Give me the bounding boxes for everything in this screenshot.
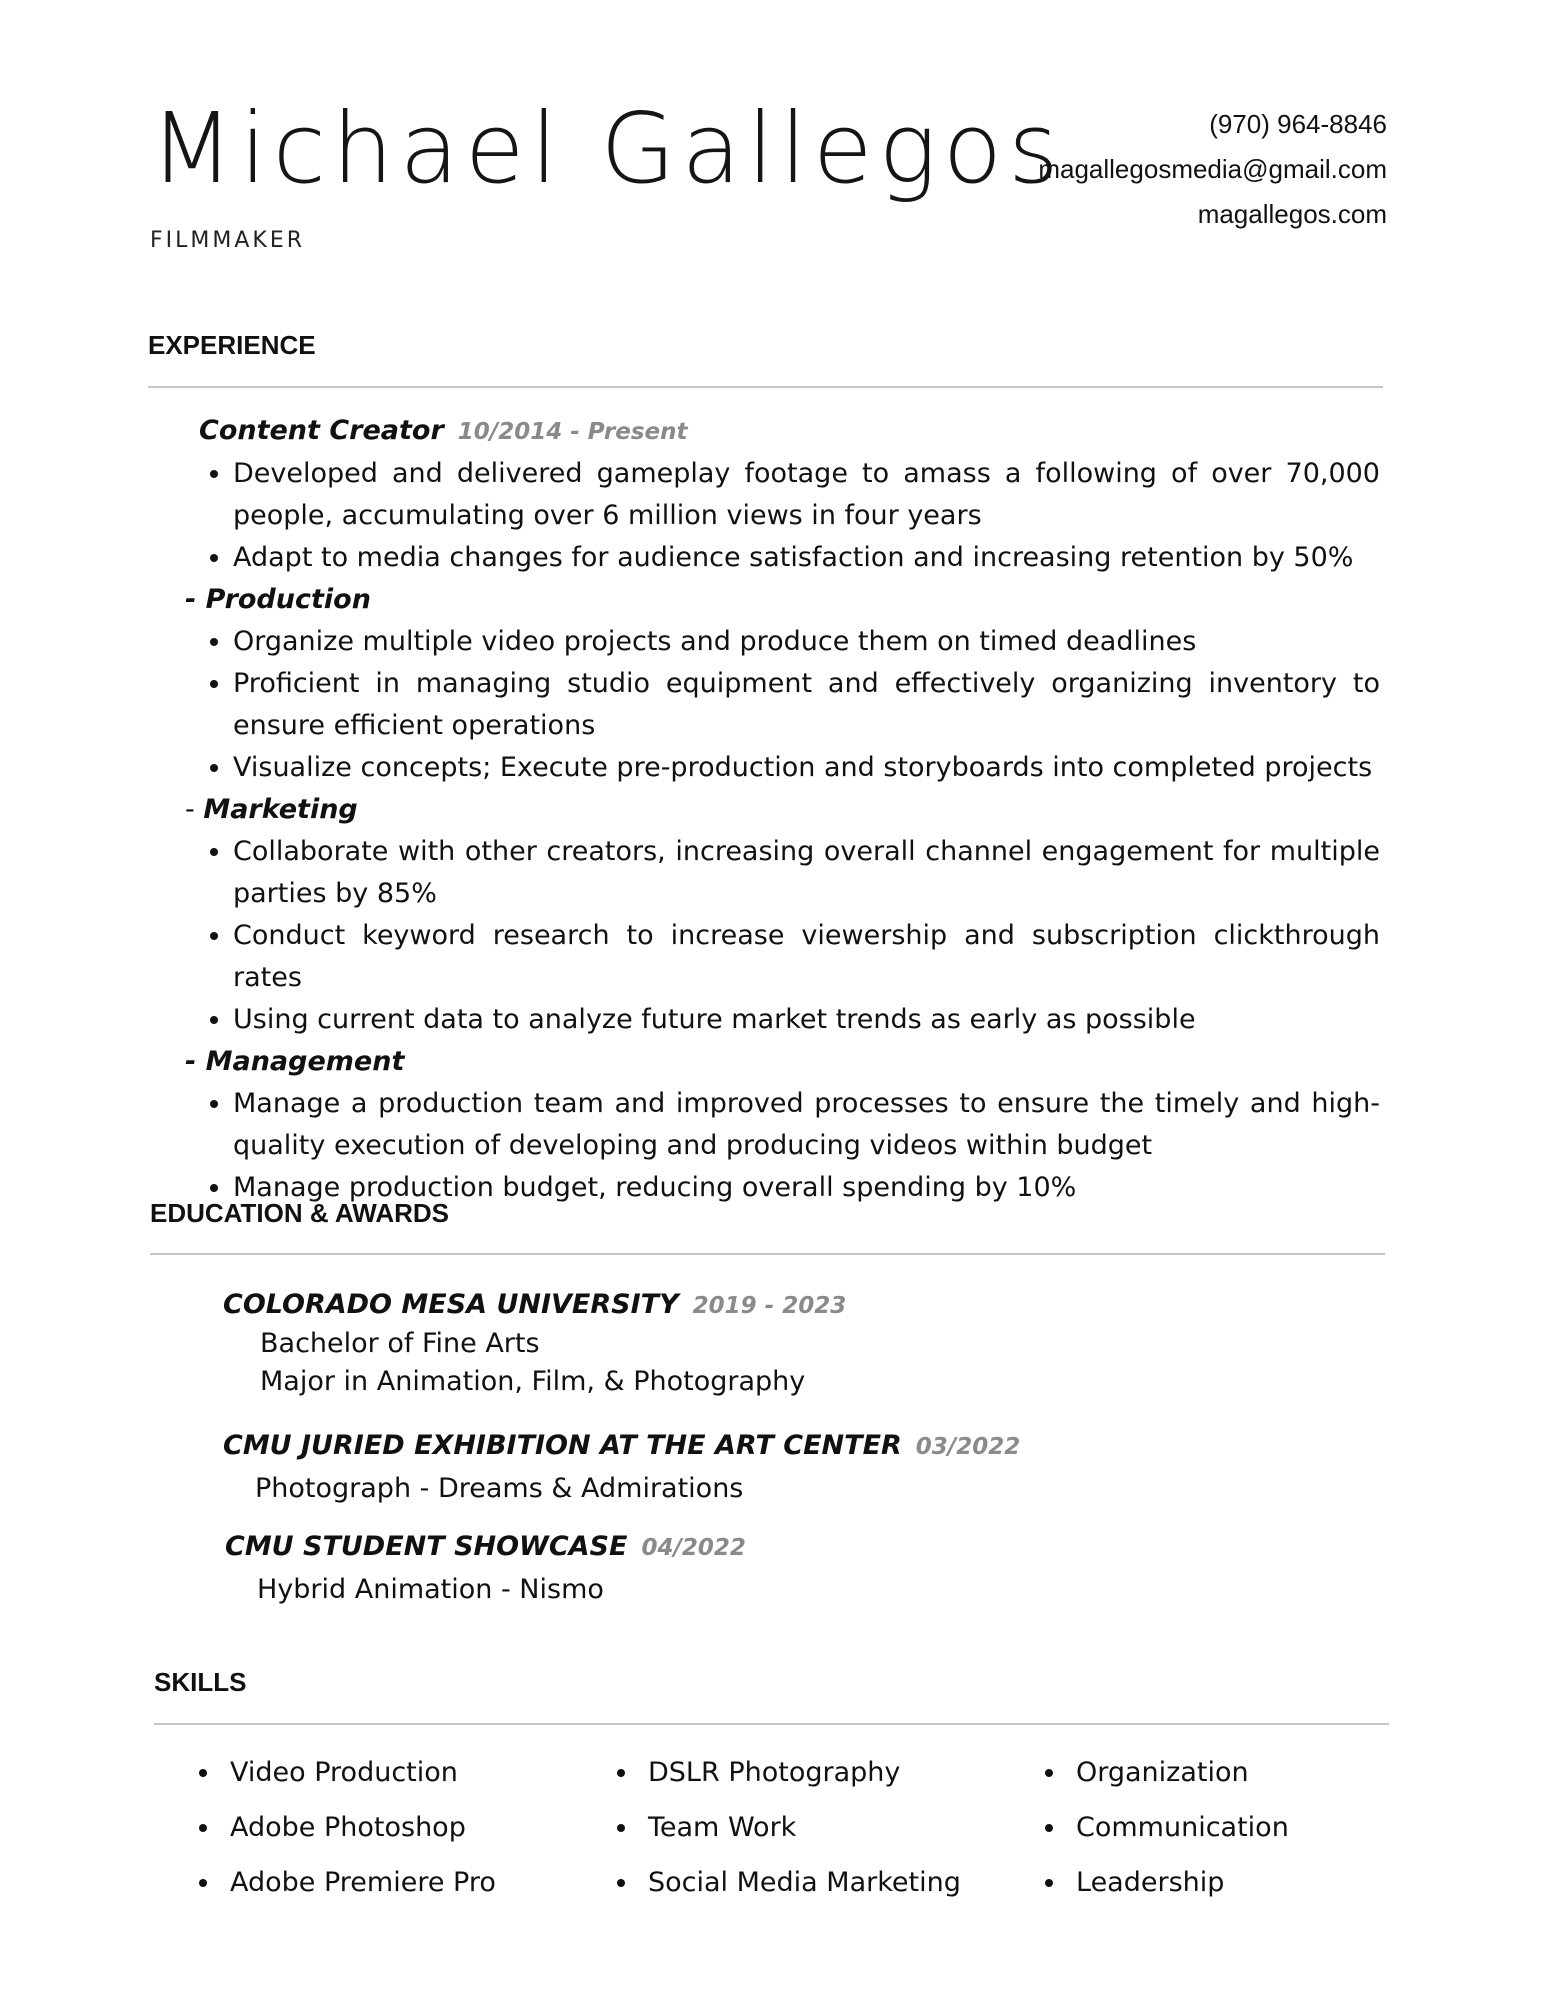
list-item: • Visualize concepts; Execute pre-production and storyboards into completed projects — [233, 747, 1380, 789]
management-subheading: - Management — [185, 1046, 405, 1077]
award-item — [225, 1528, 746, 1609]
marketing-dash: - — [185, 794, 204, 825]
website-url: magallegos.com — [1197, 199, 1387, 229]
education-name: COLORADO MESA UNIVERSITY — [223, 1289, 679, 1320]
education-item — [223, 1286, 846, 1401]
skill-item: • Organization — [1068, 1745, 1376, 1800]
award-name: CMU STUDENT SHOWCASE — [225, 1531, 628, 1562]
list-item: • Developed and delivered gameplay footage to amass a following of over 70,000 people, accumulating over 6 million views in four years — [233, 453, 1380, 537]
management-bullets — [185, 1083, 1380, 1209]
skill-item: • Team Work — [640, 1800, 1008, 1855]
award-detail: Hybrid Animation - Nismo — [257, 1574, 604, 1605]
list-item: • Manage production budget, reducing overall spending by 10% — [233, 1167, 1380, 1209]
award-date: 03/2022 — [915, 1434, 1021, 1460]
job-title: Content Creator — [199, 415, 444, 446]
skills-column-1 — [190, 1745, 570, 1910]
experience-section — [185, 410, 1380, 1209]
list-item: • Organize multiple video projects and produce them on timed deadlines — [233, 621, 1380, 663]
award-date: 04/2022 — [641, 1535, 746, 1561]
skills-divider — [154, 1723, 1389, 1725]
skill-item: • Leadership — [1068, 1855, 1376, 1910]
skill-item: • DSLR Photography — [640, 1745, 1008, 1800]
marketing-bullets — [185, 831, 1380, 1041]
experience-divider — [148, 386, 1383, 388]
email-address: magallegosmedia@gmail.com — [1038, 154, 1387, 184]
production-subheading: - Production — [185, 584, 371, 615]
experience-heading: EXPERIENCE — [148, 330, 316, 360]
education-date: 2019 - 2023 — [692, 1293, 847, 1319]
contact-block — [1038, 102, 1387, 237]
production-bullets — [185, 621, 1380, 789]
education-detail: Major in Animation, Film, & Photography — [260, 1366, 806, 1397]
award-item — [223, 1427, 1020, 1508]
education-detail: Bachelor of Fine Arts — [260, 1328, 540, 1359]
skill-item: • Video Production — [222, 1745, 570, 1800]
job-bullets — [185, 453, 1380, 579]
skill-item: • Social Media Marketing — [640, 1855, 1008, 1910]
skills-column-3 — [1036, 1745, 1376, 1910]
skills-heading: SKILLS — [154, 1667, 247, 1697]
job-header — [199, 410, 1380, 453]
marketing-subheading — [185, 789, 1380, 831]
award-name: CMU JURIED EXHIBITION AT THE ART CENTER — [223, 1430, 902, 1461]
award-detail: Photograph - Dreams & Admirations — [255, 1473, 744, 1504]
skills-column-2 — [608, 1745, 1008, 1910]
marketing-label: Marketing — [203, 794, 358, 825]
skill-item: • Communication — [1068, 1800, 1376, 1855]
list-item: • Manage a production team and improved processes to ensure the timely and high-quality execution of developing and producing videos within budget — [233, 1083, 1380, 1167]
list-item: • Proficient in managing studio equipment and effectively organizing inventory to ensure efficient operations — [233, 663, 1380, 747]
education-heading: EDUCATION & AWARDS — [150, 1198, 449, 1228]
phone-number: (970) 964-8846 — [1209, 109, 1387, 139]
education-divider — [150, 1253, 1385, 1255]
job-date: 10/2014 - Present — [457, 419, 688, 445]
candidate-name: Michael Gallegos — [150, 92, 1065, 205]
skill-item: • Adobe Photoshop — [222, 1800, 570, 1855]
list-item: • Collaborate with other creators, increasing overall channel engagement for multiple parties by 85% — [233, 831, 1380, 915]
list-item: • Using current data to analyze future market trends as early as possible — [233, 999, 1380, 1041]
list-item: • Conduct keyword research to increase viewership and subscription clickthrough rates — [233, 915, 1380, 999]
list-item: • Adapt to media changes for audience satisfaction and increasing retention by 50% — [233, 537, 1380, 579]
job-role: FILMMAKER — [150, 228, 306, 253]
skill-item: • Adobe Premiere Pro — [222, 1855, 570, 1910]
